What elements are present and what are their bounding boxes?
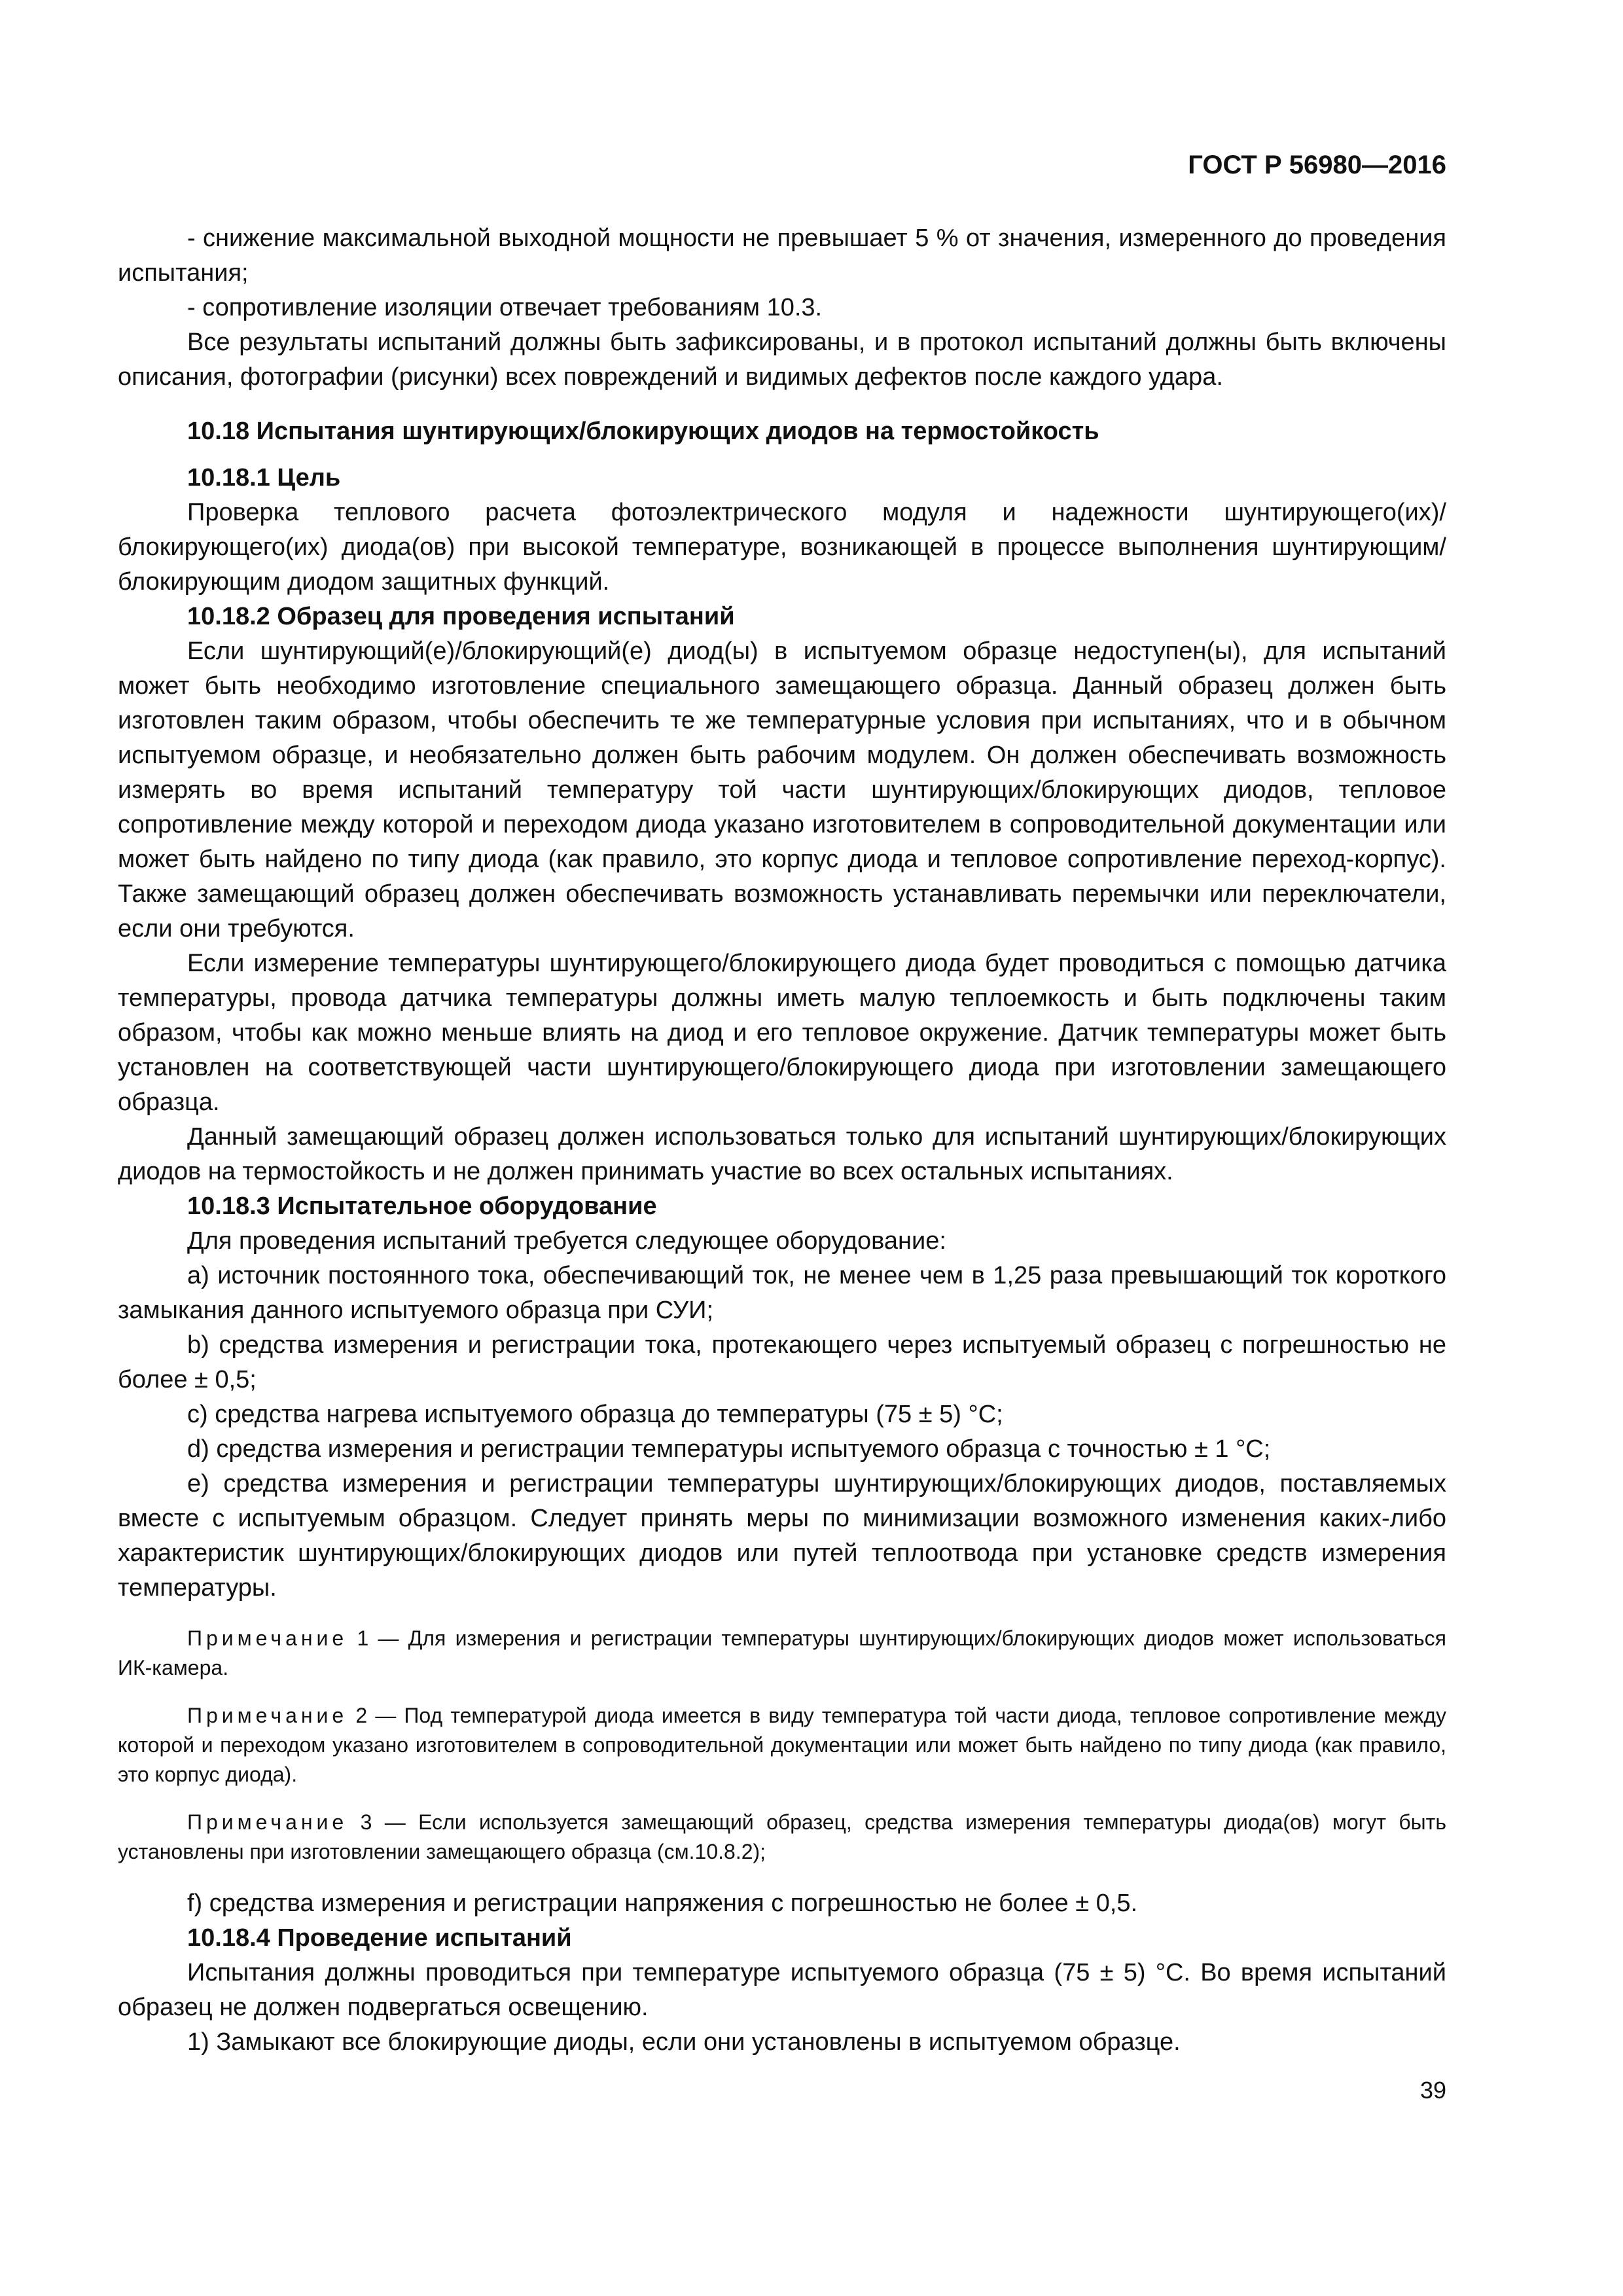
section-heading-10-18-1: 10.18.1 Цель <box>187 464 341 492</box>
document-body <box>118 221 1446 2060</box>
note-1-text: 1 — Для измерения и регистрации температуры шунтирующих/блокирующих диодов может использоваться ИК-камера. <box>118 1626 1447 1679</box>
paragraph-replacement-sample: Данный замещающий образец должен использоваться только для испытаний шунтирующих/блокирующих диодов на термостойкость и не должен принимать участие во всех остальных испытаниях. <box>118 1123 1446 1185</box>
paragraph-test-conditions: Испытания должны проводиться при температуре испытуемого образца (75 ± 5) °C. Во время испытаний образец не должен подвергаться освещению. <box>118 1959 1446 2021</box>
note-1 <box>118 1624 1446 1683</box>
paragraph-power-reduction: - снижение максимальной выходной мощности не превышает 5 % от значения, измеренного до проведения испытания; <box>118 224 1446 287</box>
list-item-a: a) источник постоянного тока, обеспечивающий ток, не менее чем в 1,25 раза превышающий ток короткого замыкания данного испытуемого образца при СУИ; <box>118 1262 1446 1324</box>
document-header-id: ГОСТ Р 56980—2016 <box>1188 151 1446 179</box>
list-item-b: b) средства измерения и регистрации тока, протекающего через испытуемый образец с погрешностью не более ± 0,5; <box>118 1331 1446 1393</box>
list-item-f: f) средства измерения и регистрации напряжения с погрешностью не более ± 0,5. <box>187 1890 1138 1917</box>
section-heading-10-18: 10.18 Испытания шунтирующих/блокирующих диодов на термостойкость <box>187 418 1099 445</box>
document-page <box>118 0 1446 2296</box>
list-item-d: d) средства измерения и регистрации температуры испытуемого образца с точностью ± 1 °C; <box>187 1435 1271 1463</box>
paragraph-results-recording: Все результаты испытаний должны быть зафиксированы, и в протокол испытаний должны быть включены описания, фотографии (рисунки) всех повреждений и видимых дефектов после каждого удара. <box>118 329 1446 391</box>
note-2-text: 2 — Под температурой диода имеется в виду температура той части диода, тепловое сопротивление между которой и переходом указано изготовителем в сопроводительной документации или может быть найдено по типу диода (как правило, это корпус диода). <box>118 1704 1447 1786</box>
page-number: 39 <box>1419 2077 1446 2104</box>
section-heading-10-18-4: 10.18.4 Проведение испытаний <box>187 1924 572 1952</box>
paragraph-step-1: 1) Замыкают все блокирующие диоды, если они установлены в испытуемом образце. <box>187 2028 1181 2056</box>
note-2 <box>118 1701 1446 1789</box>
paragraph-sample-description: Если шунтирующий(е)/блокирующий(е) диод(ы) в испытуемом образце недоступен(ы), для испытаний может быть необходимо изготовление специального замещающего образца. Данный образец должен быть изготовлен таким образом, чтобы обеспечить те же температурные условия при испытаниях, что и в обычном испытуемом образце, и необязательно должен быть рабочим модулем. Он должен обеспечивать возможность измерять во время испытаний температуру той части шунтирующих/блокирующих диодов, тепловое сопротивление между которой и переходом диода указано изготовителем в сопроводительной документации или может быть найдено по типу диода (как правило, это корпус диода и тепловое сопротивление переход-корпус). Также замещающий образец должен обеспечивать возможность устанавливать перемычки или переключатели, если они требуются. <box>118 637 1446 942</box>
section-heading-10-18-3: 10.18.3 Испытательное оборудование <box>187 1193 657 1220</box>
note-1-label: Примечание <box>187 1626 348 1650</box>
paragraph-insulation-resistance: - сопротивление изоляции отвечает требованиям 10.3. <box>187 294 823 321</box>
note-2-label: Примечание <box>187 1704 348 1727</box>
paragraph-equipment-intro: Для проведения испытаний требуется следующее оборудование: <box>187 1227 946 1255</box>
note-3-label: Примечание <box>187 1810 348 1834</box>
list-item-c: c) средства нагрева испытуемого образца до температуры (75 ± 5) °C; <box>187 1401 1003 1428</box>
paragraph-temperature-sensor: Если измерение температуры шунтирующего/блокирующего диода будет проводиться с помощью датчика температуры, провода датчика температуры должны иметь малую теплоемкость и быть подключены таким образом, чтобы как можно меньше влиять на диод и его тепловое окружение. Датчик температуры может быть установлен на соответствующей части шунтирующего/блокирующего диода при изготовлении замещающего образца. <box>118 950 1446 1116</box>
list-item-e: e) средства измерения и регистрации температуры шунтирующих/блокирующих диодов, поставляемых вместе с испытуемым образцом. Следует принять меры по минимизации возможного изменения каких-либо характеристик шунтирующих/блокирующих диодов или путей теплоотвода при установке средств измерения температуры. <box>118 1470 1446 1602</box>
note-3 <box>118 1808 1446 1867</box>
section-heading-10-18-2: 10.18.2 Образец для проведения испытаний <box>187 603 735 630</box>
paragraph-purpose: Проверка теплового расчета фотоэлектрического модуля и надежности шунтирующего(их)/блокирующего(их) диода(ов) при высокой температуре, возникающей в процессе выполнения шунтирующим/блокирующим диодом защитных функций. <box>118 499 1446 596</box>
note-3-text: 3 — Если используется замещающий образец, средства измерения температуры диода(ов) могут быть установлены при изготовлении замещающего образца (см.10.8.2); <box>118 1810 1446 1863</box>
